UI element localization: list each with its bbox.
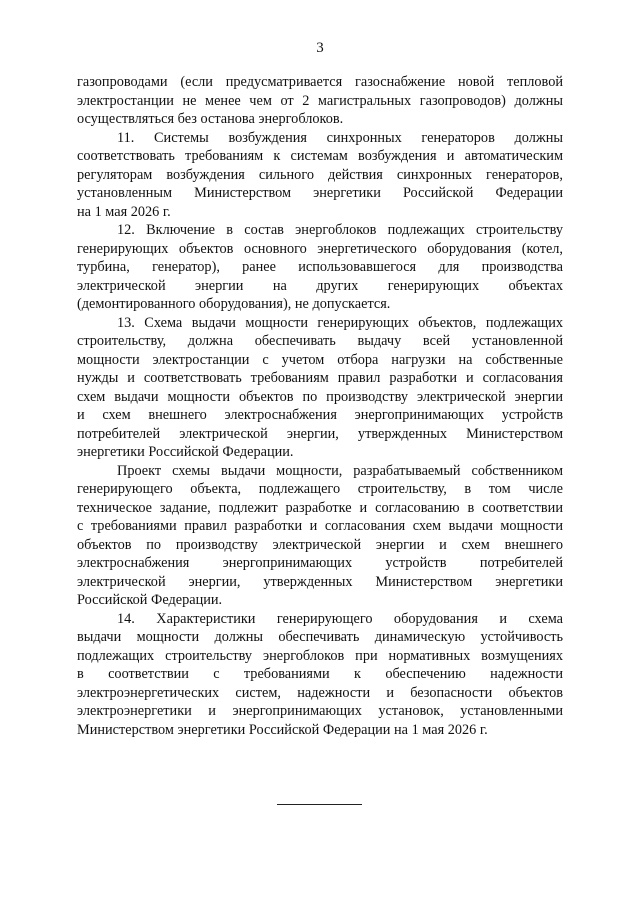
- text-line: Министерством энергетики Российской Федерации на 1 мая 2026 г.: [77, 721, 488, 738]
- text-line: газопроводами (если предусматривается газоснабжение новой тепловой: [77, 74, 563, 90]
- text-line: регуляторам возбуждения сильного действия синхронных генераторов,: [77, 166, 563, 183]
- document-body: [77, 73, 563, 739]
- text-line: строительству, должна обеспечивать выдачу всей установленной: [77, 333, 563, 349]
- text-line: электростанции не менее чем от 2 магистральных газопроводов) должны: [77, 92, 563, 109]
- text-line: энергетики Российской Федерации.: [77, 444, 294, 460]
- text-line: генерирующего объекта, подлежащего строительству, в том числе: [77, 481, 563, 497]
- text-line: нужды и соответствовать требованиям правил разработки и согласования: [77, 370, 563, 386]
- page-number: 3: [316, 40, 324, 56]
- text-line: и схем внешнего электроснабжения энергопринимающих устройств: [77, 407, 563, 423]
- text-line: электроэнергетических систем, надежности и безопасности объектов: [77, 684, 563, 701]
- paragraph-p13: [77, 314, 563, 462]
- text-line: соответствовать требованиям к системам возбуждения и автоматическим: [77, 148, 563, 164]
- text-line: осуществляться без останова энергоблоков.: [77, 111, 344, 127]
- text-line: 13. Схема выдачи мощности генерирующих объектов, подлежащих: [117, 314, 563, 331]
- text-line: объектов по производству электрической энергии и схем внешнего: [77, 536, 563, 553]
- text-line: электрической энергии на других генерирующих объектах: [77, 277, 563, 294]
- end-separator-line: [277, 804, 362, 805]
- paragraph-p12: [77, 221, 563, 314]
- text-line: электроэнергетики и энергопринимающих установок, установленными: [77, 703, 563, 719]
- paragraph-p10-cont: [77, 73, 563, 129]
- text-line: подлежащих строительству энергоблоков при нормативных возмущениях: [77, 647, 563, 664]
- paragraph-p11: [77, 129, 563, 222]
- text-line: схем выдачи мощности объектов по производству электрической энергии: [77, 388, 563, 405]
- text-line: с требованиями правил разработки и согласования схем выдачи мощности: [77, 518, 563, 534]
- text-line: потребителей электрической энергии, утвержденных Министерством: [77, 425, 563, 442]
- text-line: 12. Включение в состав энергоблоков подлежащих строительству: [117, 222, 563, 238]
- text-line: электроснабжения энергопринимающих устройств потребителей: [77, 555, 563, 571]
- text-line: (демонтированного оборудования), не допускается.: [77, 296, 391, 312]
- text-line: 14. Характеристики генерирующего оборудования и схема: [117, 610, 563, 627]
- text-line: Российской Федерации.: [77, 592, 223, 608]
- text-line: мощности электростанции с учетом отбора нагрузки на собственные: [77, 351, 563, 368]
- text-line: Проект схемы выдачи мощности, разрабатываемый собственником: [117, 462, 563, 479]
- text-line: установленным Министерством энергетики Российской Федерации: [77, 185, 563, 201]
- text-line: электрической энергии, утвержденных Министерством энергетики: [77, 573, 563, 590]
- text-line: выдачи мощности должны обеспечивать динамическую устойчивость: [77, 629, 563, 645]
- paragraph-p14: [77, 610, 563, 740]
- text-line: генерирующих объектов основного энергетического оборудования (котел,: [77, 240, 563, 257]
- text-line: 11. Системы возбуждения синхронных генераторов должны: [117, 129, 563, 146]
- paragraph-p13-2: [77, 462, 563, 610]
- text-line: техническое задание, подлежит разработке и согласованию в соответствии: [77, 499, 563, 516]
- text-line: на 1 мая 2026 г.: [77, 203, 171, 220]
- text-line: в соответствии с требованиями к обеспечению надежности: [77, 666, 563, 682]
- text-line: турбина, генератор), ранее использовавшегося для производства: [77, 259, 563, 275]
